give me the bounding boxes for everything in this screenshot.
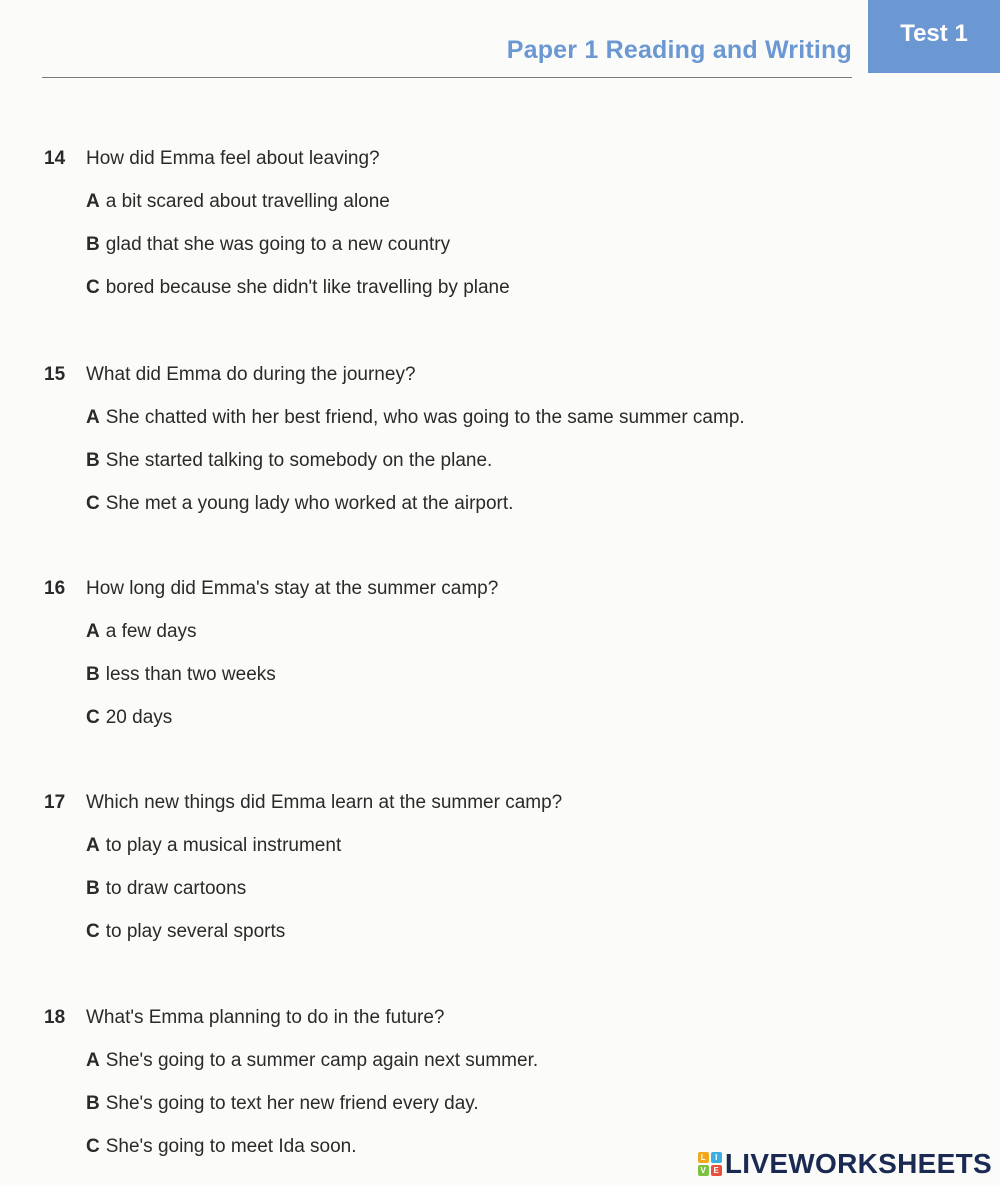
option-c[interactable] (86, 277, 944, 303)
option-letter: B (86, 1093, 100, 1114)
option-text: a few days (105, 621, 197, 642)
option-b[interactable] (86, 450, 944, 476)
question-number: 17 (44, 792, 66, 813)
option-letter: B (86, 450, 100, 471)
option-letter: A (86, 1050, 100, 1071)
option-letter: C (86, 921, 100, 942)
option-letter: A (86, 191, 100, 212)
question-number: 15 (44, 364, 66, 385)
option-letter: C (86, 277, 100, 298)
option-b[interactable] (86, 234, 944, 260)
liveworksheets-logo-icon (698, 1152, 722, 1176)
option-c[interactable] (86, 921, 944, 947)
option-c[interactable] (86, 707, 944, 733)
option-text: less than two weeks (105, 664, 276, 685)
option-letter: A (86, 621, 100, 642)
question-17 (44, 792, 944, 947)
question-15 (44, 364, 944, 519)
header-divider (42, 77, 852, 78)
option-a[interactable] (86, 835, 944, 861)
option-a[interactable] (86, 1050, 944, 1076)
liveworksheets-logo[interactable] (698, 1148, 992, 1180)
option-text: She's going to text her new friend every day. (105, 1093, 479, 1114)
logo-tile-e: E (711, 1165, 722, 1176)
question-number: 18 (44, 1007, 66, 1028)
logo-tile-i: I (711, 1152, 722, 1163)
question-text: What's Emma planning to do in the future? (86, 1007, 445, 1028)
logo-tile-l: L (698, 1152, 709, 1163)
option-a[interactable] (86, 407, 944, 433)
option-text: She's going to meet Ida soon. (105, 1136, 357, 1157)
option-text: a bit scared about travelling alone (105, 191, 390, 212)
option-letter: C (86, 707, 100, 728)
option-letter: C (86, 1136, 100, 1157)
question-number: 16 (44, 578, 66, 599)
option-a[interactable] (86, 191, 944, 217)
option-text: bored because she didn't like travelling by plane (105, 277, 510, 298)
option-letter: A (86, 835, 100, 856)
logo-tile-v: V (698, 1165, 709, 1176)
option-text: 20 days (105, 707, 173, 728)
option-letter: B (86, 878, 100, 899)
question-text: How long did Emma's stay at the summer camp? (86, 578, 499, 599)
option-text: She chatted with her best friend, who was going to the same summer camp. (105, 407, 745, 428)
paper-title: Paper 1 Reading and Writing (506, 36, 852, 64)
question-number: 14 (44, 148, 66, 169)
option-text: She started talking to somebody on the plane. (105, 450, 493, 471)
option-text: She met a young lady who worked at the airport. (105, 493, 514, 514)
question-text: What did Emma do during the journey? (86, 364, 416, 385)
test-tab: Test 1 (868, 0, 1000, 73)
option-text: to play a musical instrument (105, 835, 342, 856)
option-b[interactable] (86, 878, 944, 904)
question-18 (44, 1007, 944, 1162)
option-text: She's going to a summer camp again next summer. (105, 1050, 539, 1071)
option-a[interactable] (86, 621, 944, 647)
question-text: Which new things did Emma learn at the summer camp? (86, 792, 563, 813)
option-letter: A (86, 407, 100, 428)
option-text: to play several sports (105, 921, 286, 942)
option-text: glad that she was going to a new country (105, 234, 451, 255)
option-letter: C (86, 493, 100, 514)
question-14 (44, 148, 944, 303)
option-c[interactable] (86, 493, 944, 519)
option-b[interactable] (86, 664, 944, 690)
option-letter: B (86, 664, 100, 685)
logo-text: LIVEWORKSHEETS (724, 1148, 992, 1179)
question-16 (44, 578, 944, 733)
question-text: How did Emma feel about leaving? (86, 148, 380, 169)
option-text: to draw cartoons (105, 878, 247, 899)
option-b[interactable] (86, 1093, 944, 1119)
option-letter: B (86, 234, 100, 255)
